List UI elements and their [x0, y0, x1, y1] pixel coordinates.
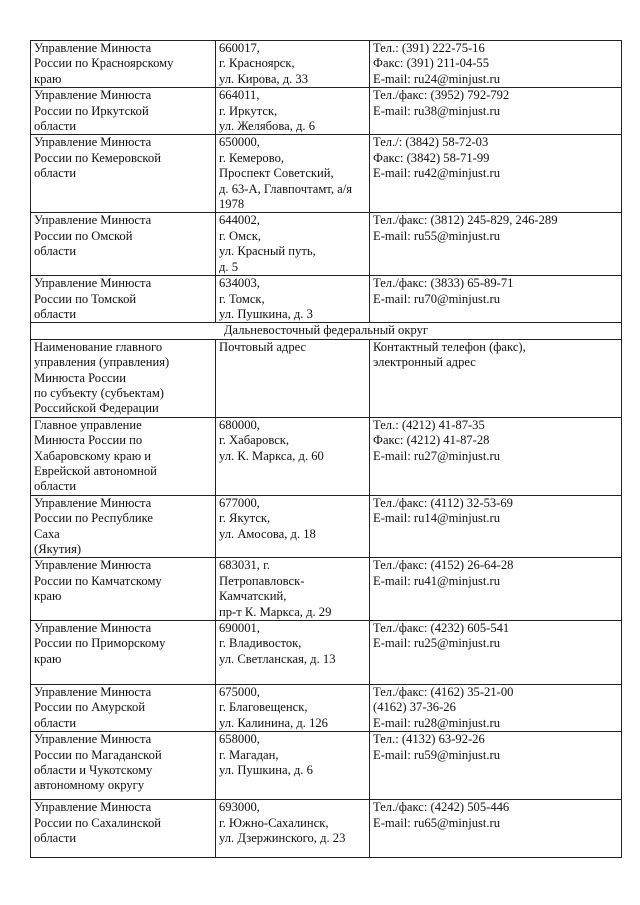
table-row: [31, 135, 622, 213]
contacts-cell-line: E-mail: ru42@minjust.ru: [373, 166, 501, 181]
office-name-cell-line: Саха: [34, 526, 60, 541]
postal-address-cell-line: пр-т К. Маркса, д. 29: [219, 604, 332, 619]
postal-address-cell: [216, 732, 370, 800]
office-name-cell: [31, 41, 216, 88]
contacts-cell: [370, 213, 622, 276]
table-row: [31, 88, 622, 135]
contacts-cell-line: E-mail: ru65@minjust.ru: [373, 815, 501, 830]
postal-address-cell-line: ул. Пушкина, д. 6: [219, 763, 313, 778]
office-name-cell-line: краю: [34, 589, 62, 604]
postal-address-cell-line: ул. Желябова, д. 6: [219, 119, 316, 134]
postal-address-cell: [216, 417, 370, 495]
table-row: [31, 417, 622, 495]
office-name-cell: [31, 495, 216, 558]
office-name-cell-line: Управление Минюста: [34, 732, 152, 747]
office-name-cell-line: Управление Минюста: [34, 621, 152, 636]
section-title: Дальневосточный федеральный округ: [31, 323, 622, 339]
office-name-cell-line: Управление Минюста: [34, 276, 152, 291]
office-name-cell-line: России по Иркутской: [34, 103, 149, 118]
postal-address-cell-line: д. 63-А, Главпочтамт, а/я: [219, 181, 353, 196]
table-row: [31, 495, 622, 558]
office-name-cell-line: по субъекту (субъектам): [34, 385, 164, 400]
office-name-cell-line: России по Кемеровской: [34, 150, 161, 165]
office-name-cell: [31, 135, 216, 213]
contacts-cell-line: Тел./факс: (3952) 792-792: [373, 88, 510, 103]
postal-address-cell-line: г. Томск,: [219, 291, 265, 306]
contacts-cell: [370, 621, 622, 685]
office-name-cell-line: Управление Минюста: [34, 558, 152, 573]
office-name-cell-line: Управление Минюста: [34, 135, 152, 150]
contacts-cell: [370, 558, 622, 621]
postal-address-cell-line: г. Благовещенск,: [219, 700, 308, 715]
postal-address-cell: [216, 800, 370, 858]
postal-address-cell-line: 680000,: [219, 417, 260, 432]
contacts-cell-line: Факс: (4212) 41-87-28: [373, 433, 490, 448]
postal-address-cell-line: 664011,: [219, 88, 260, 103]
postal-address-cell-line: 690001,: [219, 621, 260, 636]
postal-address-cell-line: Почтовый адрес: [219, 339, 307, 354]
postal-address-cell-line: г. Владивосток,: [219, 636, 302, 651]
office-name-cell-line: Минюста России: [34, 370, 127, 385]
postal-address-cell-line: г. Красноярск,: [219, 56, 295, 71]
contacts-cell-line: Тел./факс: (3812) 245-829, 246-289: [373, 213, 558, 228]
office-name-cell-line: области: [34, 831, 77, 846]
postal-address-cell: [216, 276, 370, 323]
contacts-cell-line: E-mail: ru27@minjust.ru: [373, 448, 501, 463]
office-name-cell-line: области: [34, 166, 77, 181]
office-name-cell-line: области: [34, 244, 77, 259]
postal-address-cell: [216, 621, 370, 685]
postal-address-cell: [216, 339, 370, 417]
postal-address-cell-line: 675000,: [219, 685, 260, 700]
contacts-cell-line: E-mail: ru14@minjust.ru: [373, 511, 501, 526]
contacts-cell: [370, 135, 622, 213]
postal-address-cell-line: ул. Красный путь,: [219, 244, 316, 259]
office-name-cell: [31, 276, 216, 323]
postal-address-cell-line: г. Якутск,: [219, 511, 271, 526]
office-name-cell-line: Управление Минюста: [34, 213, 152, 228]
table-row: [31, 41, 622, 88]
contacts-cell: [370, 339, 622, 417]
office-name-cell-line: области и Чукотскому: [34, 763, 153, 778]
office-name-cell-line: России по Омской: [34, 228, 133, 243]
office-name-cell-line: Хабаровскому краю и: [34, 448, 151, 463]
postal-address-cell-line: Камчатский,: [219, 589, 287, 604]
contacts-cell-line: Тел./факс: (4152) 26-64-28: [373, 558, 514, 573]
office-name-cell-line: управления (управления): [34, 355, 170, 370]
office-name-cell-line: Российской Федерации: [34, 401, 159, 416]
postal-address-cell-line: 660017,: [219, 41, 260, 55]
contacts-cell: [370, 276, 622, 323]
postal-address-cell-line: д. 5: [219, 259, 239, 274]
office-name-cell-line: России по Республике: [34, 511, 154, 526]
contacts-cell: [370, 88, 622, 135]
office-name-cell: [31, 685, 216, 732]
postal-address-cell-line: ул. Кирова, д. 33: [219, 71, 309, 86]
contacts-cell-line: E-mail: ru41@minjust.ru: [373, 573, 501, 588]
postal-address-cell-line: 677000,: [219, 495, 260, 510]
table-row: [31, 685, 622, 732]
office-name-cell-line: области: [34, 715, 77, 730]
table-header-row: [31, 339, 622, 417]
office-name-cell-line: автономному округу: [34, 778, 145, 793]
contacts-cell-line: Тел./факс: (4232) 605-541: [373, 621, 510, 636]
postal-address-cell-line: ул. Амосова, д. 18: [219, 526, 316, 541]
office-name-cell-line: Управление Минюста: [34, 800, 152, 815]
office-name-cell: [31, 88, 216, 135]
table-row: [31, 800, 622, 858]
contacts-cell-line: E-mail: ru59@minjust.ru: [373, 747, 501, 762]
office-name-cell-line: России по Красноярскому: [34, 56, 174, 71]
contacts-cell-line: E-mail: ru25@minjust.ru: [373, 636, 501, 651]
office-name-cell-line: Главное управление: [34, 417, 142, 432]
office-name-cell: [31, 417, 216, 495]
postal-address-cell-line: г. Магадан,: [219, 747, 279, 762]
contacts-cell-line: Тел./факс: (4162) 35-21-00: [373, 685, 514, 700]
postal-address-cell: [216, 213, 370, 276]
postal-address-cell-line: г. Южно-Сахалинск,: [219, 815, 329, 830]
contacts-cell-line: Факс: (3842) 58-71-99: [373, 150, 490, 165]
contacts-cell-line: Тел.: (4132) 63-92-26: [373, 732, 485, 747]
postal-address-cell-line: 650000,: [219, 135, 260, 150]
postal-address-cell: [216, 41, 370, 88]
postal-address-cell-line: 1978: [219, 197, 245, 212]
postal-address-cell: [216, 88, 370, 135]
contacts-cell: [370, 800, 622, 858]
ministry-offices-table: [30, 40, 622, 858]
postal-address-cell: [216, 558, 370, 621]
contacts-cell-line: E-mail: ru55@minjust.ru: [373, 228, 501, 243]
contacts-cell: [370, 732, 622, 800]
office-name-cell-line: Еврейской автономной: [34, 463, 157, 478]
office-name-cell-line: России по Томской: [34, 291, 137, 306]
office-name-cell: [31, 732, 216, 800]
postal-address-cell-line: г. Омск,: [219, 228, 261, 243]
office-name-cell-line: области: [34, 306, 77, 321]
postal-address-cell: [216, 135, 370, 213]
office-name-cell-line: области: [34, 119, 77, 134]
office-name-cell-line: России по Приморскому: [34, 636, 166, 651]
postal-address-cell-line: 693000,: [219, 800, 260, 815]
contacts-cell-line: E-mail: ru28@minjust.ru: [373, 715, 501, 730]
postal-address-cell: [216, 495, 370, 558]
postal-address-cell-line: г. Иркутск,: [219, 103, 278, 118]
office-name-cell: [31, 213, 216, 276]
contacts-cell-line: Тел./: (3842) 58-72-03: [373, 135, 489, 150]
office-name-cell-line: Управление Минюста: [34, 41, 152, 55]
postal-address-cell-line: Петропавловск-: [219, 573, 305, 588]
table-section-top: [31, 41, 622, 323]
document-page: [30, 40, 612, 858]
postal-address-cell-line: 634003,: [219, 276, 260, 291]
contacts-cell-line: Тел.: (391) 222-75-16: [373, 41, 485, 55]
postal-address-cell-line: ул. К. Маркса, д. 60: [219, 448, 324, 463]
contacts-cell-line: E-mail: ru38@minjust.ru: [373, 103, 501, 118]
office-name-cell-line: (Якутия): [34, 542, 82, 556]
contacts-cell-line: Тел.: (4212) 41-87-35: [373, 417, 485, 432]
office-name-cell-line: краю: [34, 651, 62, 666]
table-section-divider: [31, 323, 622, 339]
table-row: [31, 276, 622, 323]
contacts-cell-line: электронный адрес: [373, 355, 476, 370]
office-name-cell-line: России по Амурской: [34, 700, 146, 715]
section-row: [31, 323, 622, 339]
postal-address-cell-line: г. Хабаровск,: [219, 433, 290, 448]
contacts-cell-line: Тел./факс: (4112) 32-53-69: [373, 495, 513, 510]
office-name-cell-line: Наименование главного: [34, 339, 163, 354]
postal-address-cell-line: ул. Пушкина, д. 3: [219, 306, 313, 321]
contacts-cell-line: Тел./факс: (4242) 505-446: [373, 800, 510, 815]
contacts-cell: [370, 495, 622, 558]
postal-address-cell-line: ул. Калинина, д. 126: [219, 715, 328, 730]
office-name-cell-line: Управление Минюста: [34, 495, 152, 510]
office-name-cell-line: области: [34, 479, 77, 494]
office-name-cell: [31, 339, 216, 417]
postal-address-cell-line: г. Кемерово,: [219, 150, 285, 165]
table-row: [31, 213, 622, 276]
postal-address-cell-line: 683031, г.: [219, 558, 270, 573]
office-name-cell: [31, 621, 216, 685]
table-row: [31, 558, 622, 621]
contacts-cell-line: Контактный телефон (факс),: [373, 339, 526, 354]
office-name-cell-line: краю: [34, 71, 62, 86]
postal-address-cell: [216, 685, 370, 732]
contacts-cell-line: Факс: (391) 211-04-55: [373, 56, 490, 71]
office-name-cell-line: Управление Минюста: [34, 685, 152, 700]
postal-address-cell-line: Проспект Советский,: [219, 166, 334, 181]
office-name-cell: [31, 800, 216, 858]
postal-address-cell-line: 658000,: [219, 732, 260, 747]
table-row: [31, 732, 622, 800]
table-section-bottom: [31, 339, 622, 858]
contacts-cell-line: Тел./факс: (3833) 65-89-71: [373, 276, 514, 291]
postal-address-cell-line: 644002,: [219, 213, 260, 228]
table-row: [31, 621, 622, 685]
office-name-cell: [31, 558, 216, 621]
office-name-cell-line: России по Камчатскому: [34, 573, 162, 588]
office-name-cell-line: Управление Минюста: [34, 88, 152, 103]
contacts-cell-line: E-mail: ru70@minjust.ru: [373, 291, 501, 306]
contacts-cell-line: E-mail: ru24@minjust.ru: [373, 71, 501, 86]
office-name-cell-line: России по Сахалинской: [34, 815, 161, 830]
office-name-cell-line: России по Магаданской: [34, 747, 162, 762]
contacts-cell: [370, 41, 622, 88]
contacts-cell: [370, 685, 622, 732]
contacts-cell-line: (4162) 37-36-26: [373, 700, 456, 715]
postal-address-cell-line: ул. Светланская, д. 13: [219, 651, 336, 666]
office-name-cell-line: Минюста России по: [34, 433, 143, 448]
contacts-cell: [370, 417, 622, 495]
postal-address-cell-line: ул. Дзержинского, д. 23: [219, 831, 346, 846]
